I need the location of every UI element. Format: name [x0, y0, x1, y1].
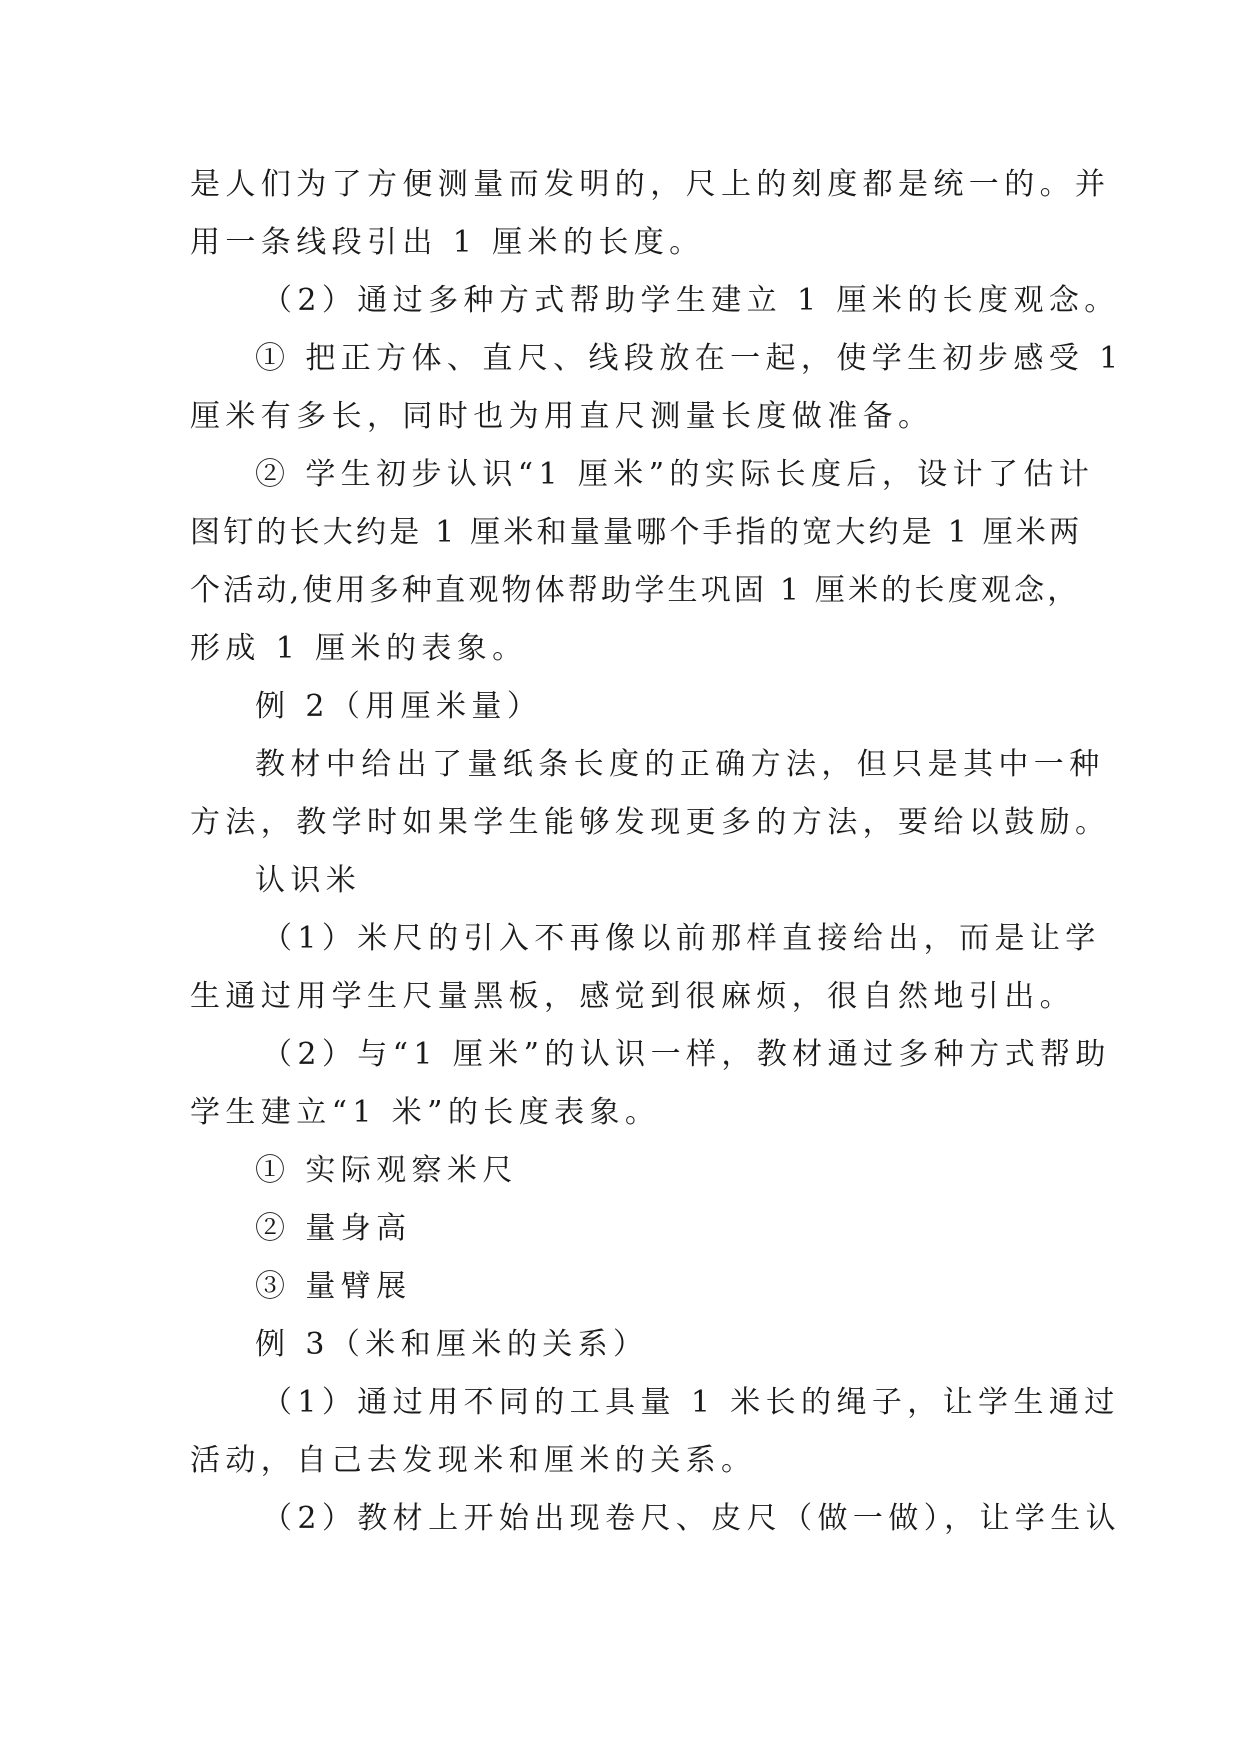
paragraph-line: 个活动,使用多种直观物体帮助学生巩固 1 厘米的长度观念，: [190, 573, 1081, 608]
paragraph-line: 学生建立“1 米”的长度表象。: [190, 1095, 661, 1130]
paragraph-line: ② 量身高: [255, 1211, 412, 1246]
paragraph-line: ① 把正方体、直尺、线段放在一起，使学生初步感受 1: [255, 341, 1124, 376]
paragraph-line: 教材中给出了量纸条长度的正确方法，但只是其中一种: [255, 747, 1105, 782]
paragraph-line: 用一条线段引出 1 厘米的长度。: [190, 225, 705, 260]
paragraph-line: 生通过用学生尺量黑板，感觉到很麻烦，很自然地引出。: [190, 979, 1075, 1014]
paragraph-line: 例 3（米和厘米的关系）: [255, 1327, 649, 1362]
paragraph-line: 认识米: [255, 863, 362, 898]
paragraph-line: ① 实际观察米尺: [255, 1153, 518, 1188]
paragraph-line: ② 学生初步认识“1 厘米”的实际长度后，设计了估计: [255, 457, 1095, 492]
paragraph-line: （1）通过用不同的工具量 1 米长的绳子，让学生通过: [262, 1385, 1120, 1420]
paragraph-line: （2）与“1 厘米”的认识一样，教材通过多种方式帮助: [262, 1037, 1111, 1072]
paragraph-line: 例 2（用厘米量）: [255, 689, 543, 724]
paragraph-line: 图钉的长大约是 1 厘米和量量哪个手指的宽大约是 1 厘米两: [190, 515, 1083, 550]
paragraph-line: 活动，自己去发现米和厘米的关系。: [190, 1443, 757, 1478]
paragraph-line: 是人们为了方便测量而发明的，尺上的刻度都是统一的。并: [190, 167, 1111, 202]
paragraph-line: （2）通过多种方式帮助学生建立 1 厘米的长度观念。: [262, 283, 1120, 318]
paragraph-line: 形成 1 厘米的表象。: [190, 631, 528, 666]
paragraph-line: （1）米尺的引入不再像以前那样直接给出，而是让学: [262, 921, 1101, 956]
paragraph-line: 厘米有多长，同时也为用直尺测量长度做准备。: [190, 399, 934, 434]
paragraph-line: 方法，教学时如果学生能够发现更多的方法，要给以鼓励。: [190, 805, 1111, 840]
paragraph-line: （2）教材上开始出现卷尺、皮尺（做一做），让学生认: [262, 1501, 1122, 1536]
paragraph-line: ③ 量臂展: [255, 1269, 412, 1304]
